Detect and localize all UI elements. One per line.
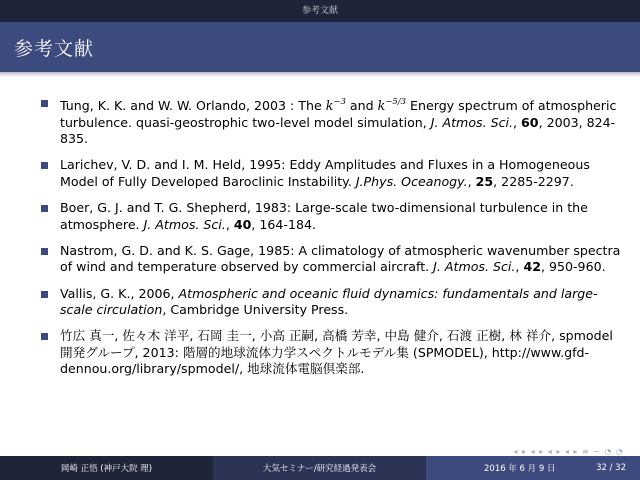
separator: , (467, 174, 476, 190)
reference-text: 竹広 真一, 佐々木 洋平, 石岡 圭一, 小高 正嗣, 高橋 芳幸, 中島 健介, 石渡 正樹, 林 祥介, spmodel 開発グループ, 2013: 階層的地球流体力学スペクトルモデル集 (SPMODEL), http://www.gfd-dennou.org/library/spmodel/, 地球流体電脳倶楽部. (60, 328, 613, 377)
separator: , (513, 114, 522, 130)
journal-name: J. Atmos. Sci. (433, 259, 516, 275)
reference-item (34, 95, 624, 148)
footer-date-page (426, 456, 640, 480)
reference-item (34, 286, 624, 319)
footer-author (0, 456, 213, 480)
reference-list (34, 95, 624, 388)
journal-name: J.Phys. Oceanogy. (355, 174, 468, 190)
bullet-icon (41, 100, 48, 107)
math-k (326, 98, 346, 113)
bullet-icon (41, 333, 48, 340)
reference-item (34, 243, 624, 276)
volume: 25 (475, 174, 494, 190)
volume: 42 (523, 259, 541, 275)
publisher: , Cambridge University Press. (162, 302, 349, 318)
reference-text: Vallis, G. K., 2006, (60, 285, 179, 301)
reference-text: and (345, 98, 378, 114)
separator: , (515, 259, 524, 275)
slide-title-bar (0, 22, 640, 72)
volume: 40 (233, 216, 252, 232)
header-section-title: 参考文献 (0, 0, 640, 22)
footer-event (213, 456, 426, 480)
separator: , (225, 216, 234, 232)
footer-date: 2016 年 6 月 9 日 (484, 464, 556, 474)
journal-name: J. Atmos. Sci. (143, 216, 226, 232)
math-k (378, 98, 406, 113)
reference-text: Tung, K. K. and W. W. Orlando, 2003 : The (60, 98, 326, 114)
reference-text: Energy spectrum of atmospheric turbulence. quasi-geostrophic two-level model simulation, (60, 98, 617, 130)
reference-text: Nastrom, G. D. and K. S. Gage, 1985: A climatology of atmospheric wavenumber spectra of wind and temperature observed by commercial aircraft. (60, 242, 621, 275)
journal-name: J. Atmos. Sci. (430, 114, 514, 130)
beamer-navigation-icons[interactable]: ◂ ▸ ◂ ▸ ◂ ▸ ◂ ▸ ≡ ∽ ◔ ◔ (513, 447, 624, 456)
pages: , 950-960. (540, 259, 606, 275)
title-shadow (0, 72, 640, 77)
footer (0, 456, 640, 480)
reference-text: Larichev, V. D. and I. M. Held, 1995: Eddy Amplitudes and Fluxes in a Homogeneous Model of Fully Developed Baroclinic Instability. (60, 157, 590, 190)
math-var: k (325, 98, 334, 114)
reference-item (34, 200, 624, 233)
volume: 60 (521, 114, 539, 130)
reference-item (34, 328, 624, 378)
bullet-icon (41, 248, 48, 255)
bullet-icon (41, 162, 48, 169)
math-exponent: −3 (333, 97, 346, 107)
pages: , 2003, 824-835. (60, 114, 616, 147)
reference-text: Boer, G. J. and T. G. Shepherd, 1983: Large-scale two-dimensional turbulence in the atmosphere. (60, 200, 588, 232)
slide-title: 参考文献 (14, 38, 95, 60)
page-number: 32 / 32 (596, 463, 626, 473)
pages: , 2285-2297. (493, 174, 574, 190)
bullet-icon (41, 205, 48, 212)
book-title: Atmospheric and oceanic fluid dynamics: fundamentals and large-scale circulation (60, 285, 598, 318)
footer-event-text: 大気セミナー/研究経過発表会 (262, 464, 377, 474)
pages: , 164-184. (251, 216, 317, 232)
math-exponent: −5/3 (385, 97, 407, 107)
reference-item (34, 157, 624, 190)
bullet-icon (41, 291, 48, 298)
footer-author-text: 岡崎 正悟 (神戸大院 理) (60, 464, 153, 474)
math-var: k (377, 98, 386, 114)
